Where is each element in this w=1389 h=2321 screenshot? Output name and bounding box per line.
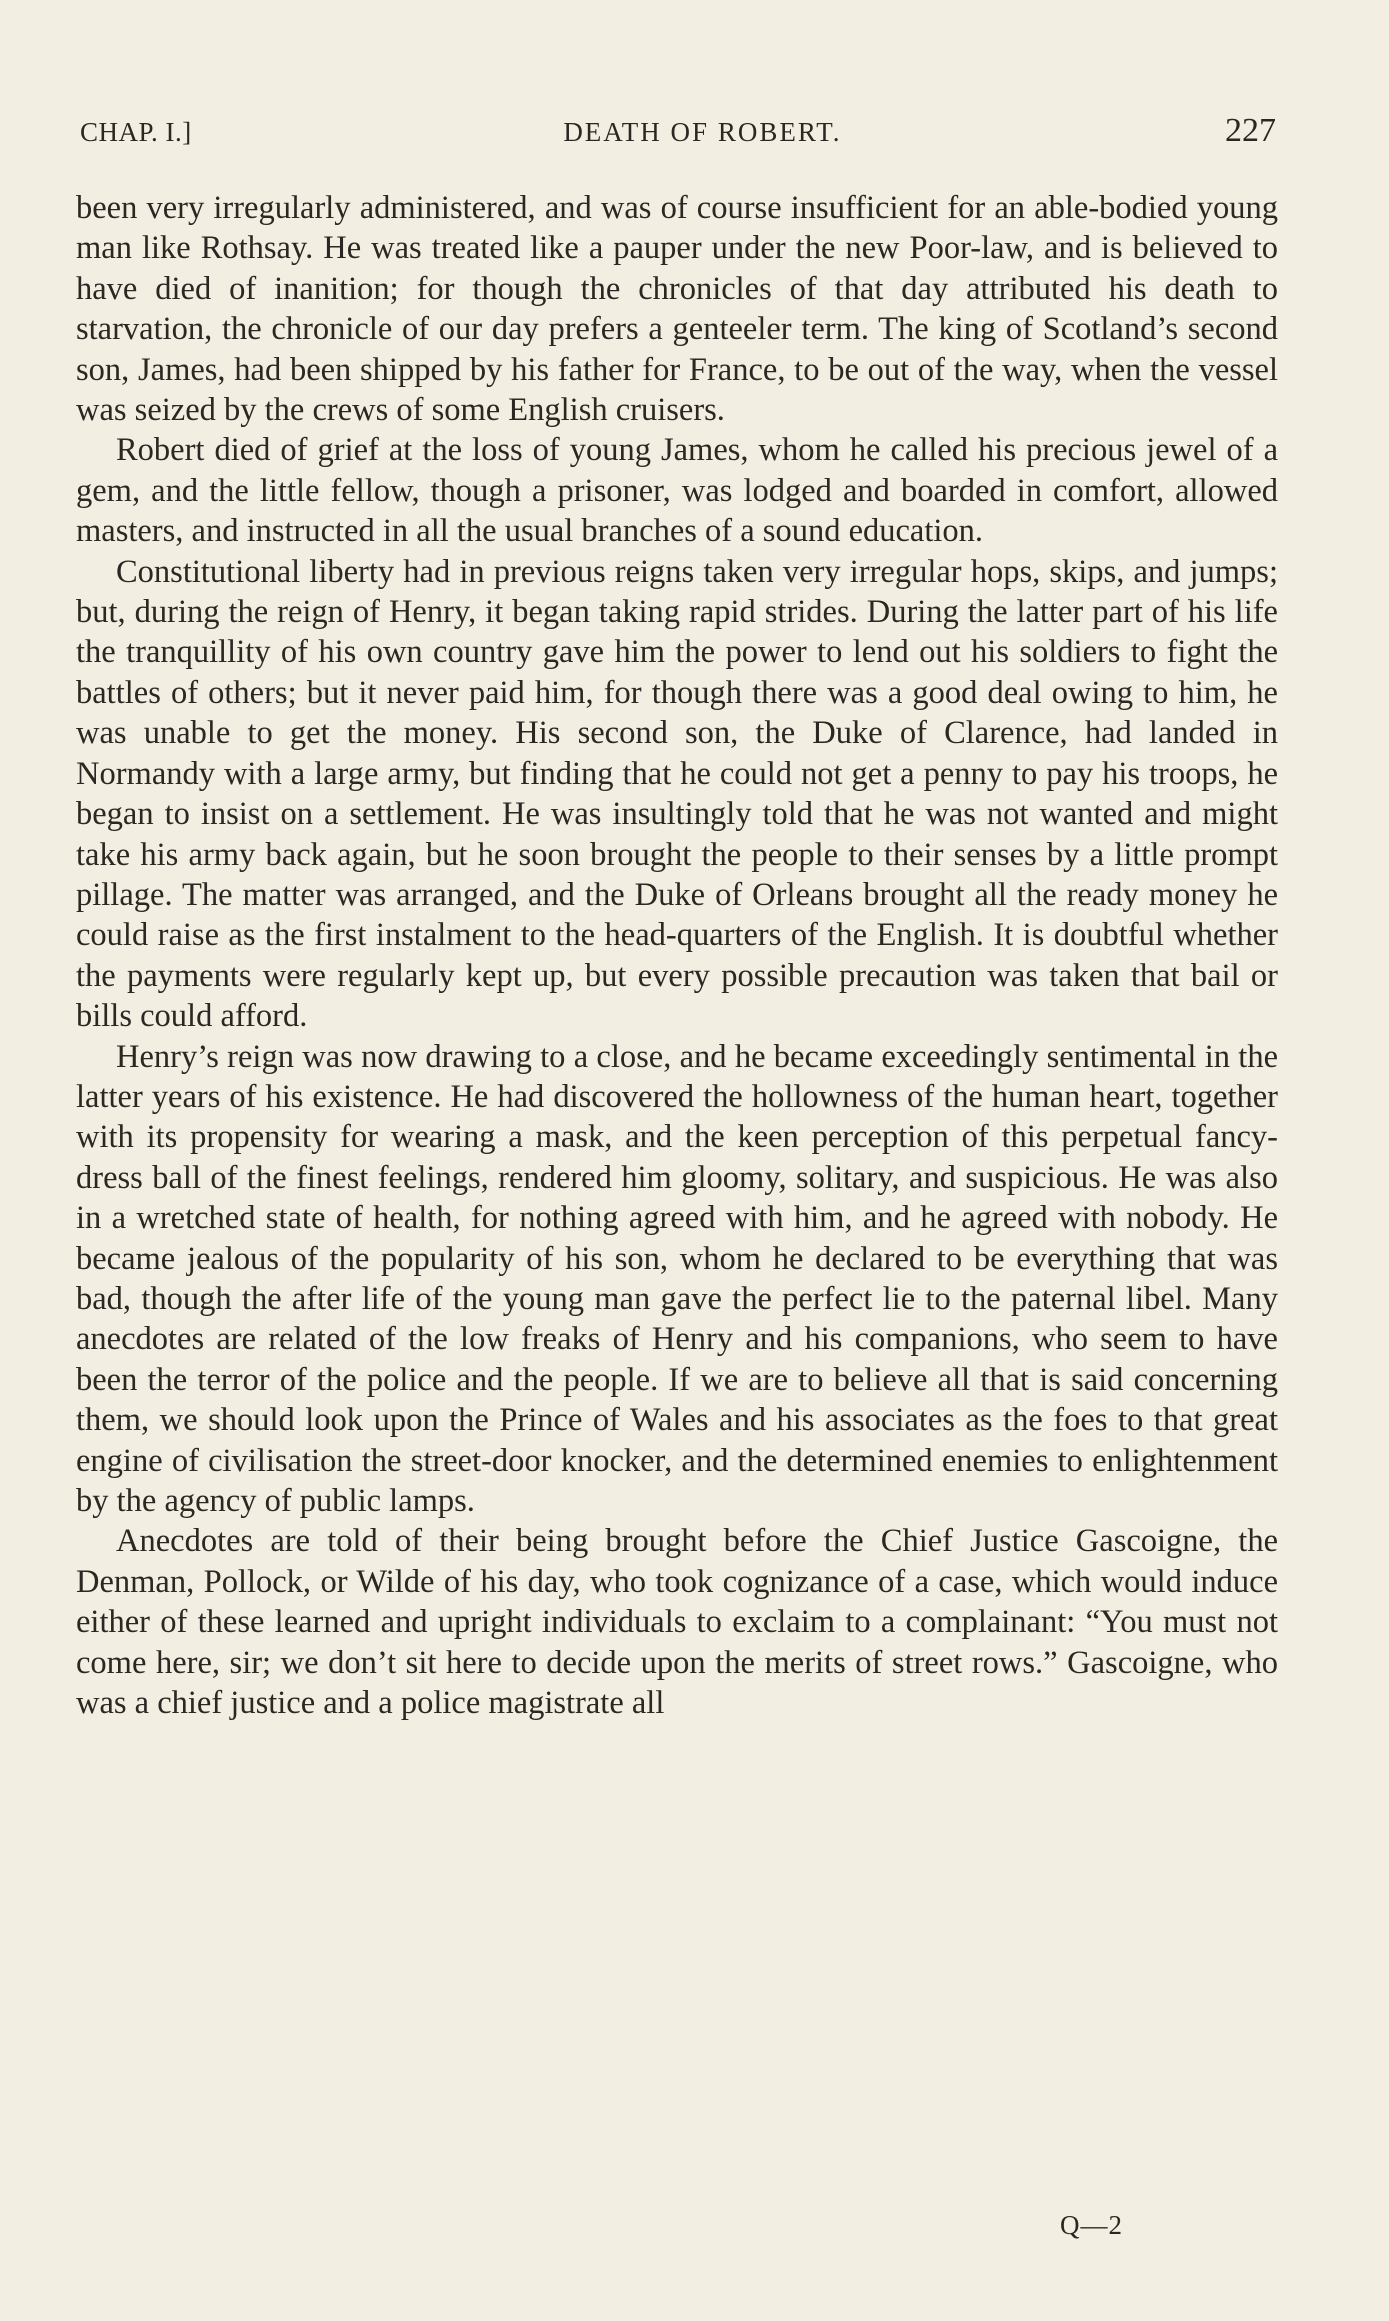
page-title: DEATH OF ROBERT. [563, 117, 842, 147]
paragraph: Anecdotes are told of their being brought before the Chief Justice Gascoigne, the Denman, Pollock, or Wilde of his day, who took cognizance of a case, which would induce either of these learned and upright individuals to exclaim to a complainant: “You must not come here, sir; we don’t sit here to decide upon the merits of street rows.” Gascoigne, who was a chief justice and a police magistrate all [76, 1523, 1278, 1722]
paragraph: been very irregularly administered, and was of course insufficient for an able-bodied young man like Rothsay. He was treated like a pauper under the new Poor-law, and is believed to have died of inanition; for though the chronicles of that day attributed his death to starvation, the chronicle of our day prefers a genteeler term. The king of Scotland’s second son, James, had been shipped by his father for France, to be out of the way, when the vessel was seized by the crews of some English cruisers. [76, 190, 1278, 429]
body-text [76, 188, 1278, 1723]
page-number: 227 [1225, 112, 1276, 149]
paragraph: Robert died of grief at the loss of young James, whom he called his precious jewel of a gem, and the little fellow, though a prisoner, was lodged and boarded in comfort, allowed masters, and instructed in all the usual branches of a sound education. [76, 432, 1278, 550]
chapter-marker: CHAP. I.] [80, 117, 192, 147]
signature-mark: Q—2 [1060, 2210, 1123, 2240]
running-head [80, 112, 1276, 152]
paragraph: Constitutional liberty had in previous reigns taken very irregular hops, skips, and jumps; but, during the reign of Henry, it began taking rapid strides. During the latter part of his life the tranquillity of his own country gave him the power to lend out his soldiers to fight the battles of others; but it never paid him, for though there was a good deal owing to him, he was unable to get the money. His second son, the Duke of Clarence, had landed in Normandy with a large army, but finding that he could not get a penny to pay his troops, he began to insist on a settlement. He was insultingly told that he was not wanted and might take his army back again, but he soon brought the people to their senses by a little prompt pillage. The matter was arranged, and the Duke of Orleans brought all the ready money he could raise as the first instalment to the head-quarters of the English. It is doubtful whether the payments were regularly kept up, but every possible precaution was taken that bail or bills could afford. [76, 553, 1278, 1035]
paragraph: Henry’s reign was now drawing to a close, and he became exceedingly sentimental in the latter years of his existence. He had discovered the hollowness of the human heart, together with its propensity for wearing a mask, and the keen perception of this perpetual fancy-dress ball of the finest feelings, rendered him gloomy, solitary, and suspicious. He was also in a wretched state of health, for nothing agreed with him, and he agreed with nobody. He became jealous of the popularity of his son, whom he declared to be everything that was bad, though the after life of the young man gave the perfect lie to the paternal libel. Many anecdotes are related of the low freaks of Henry and his companions, who seem to have been the terror of the police and the people. If we are to believe all that is said concerning them, we should look upon the Prince of Wales and his associates as the foes to that great engine of civilisation the street-door knocker, and the determined enemies to enlightenment by the agency of public lamps. [76, 1038, 1278, 1519]
